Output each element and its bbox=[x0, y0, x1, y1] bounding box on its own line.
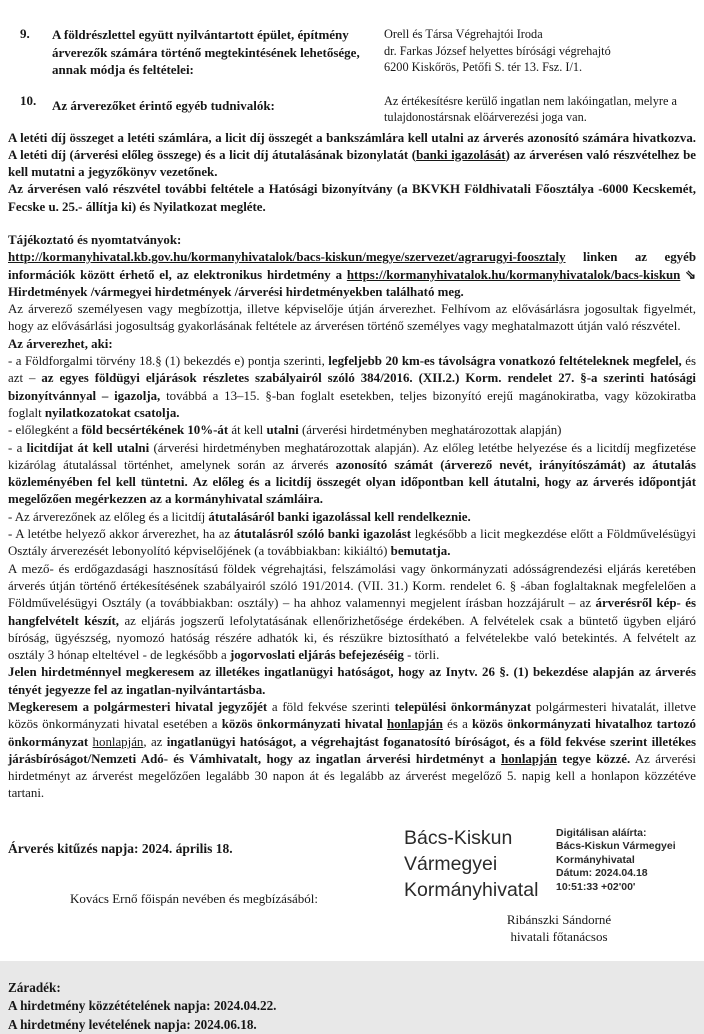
text-line: Digitálisan aláírta: bbox=[556, 826, 647, 839]
paragraph bbox=[8, 699, 696, 803]
text-run: - Az árverezőnek az előleg és a licitdíj bbox=[8, 509, 209, 524]
text-line: Kormányhivatal bbox=[404, 878, 539, 901]
text-line: Az értékesítésre kerülő ingatlan nem lakóingatlan, melyre a tulajdonostársnak elöárverezési joga van. bbox=[384, 93, 677, 124]
text-run: Hirdetmények /vármegyei hirdetmények /árverési hirdetményekben található meg. bbox=[8, 284, 464, 299]
text-run: Az előleg és a licitdíj összegét olyan időpontban kell átutalni, hogy az árverés időpontját megelőzően megérkezzen az a kormányhivatal számláira. bbox=[8, 475, 696, 507]
paragraph bbox=[8, 664, 696, 699]
item-value bbox=[384, 93, 696, 126]
text-run: közös önkormányzati hivatalhoz tartozó önkormányzat bbox=[8, 717, 696, 749]
signer-name: Ribánszki Sándorné bbox=[506, 911, 612, 927]
link-text: honlapján bbox=[92, 734, 144, 749]
text-line: Dátum: 2024.04.18 bbox=[556, 867, 648, 880]
text-line: A hirdetmény levételének napja: 2024.06.18. bbox=[8, 1016, 257, 1032]
text-run: azonosító számát (árverező nevét, irányítószámát) az átutalás közleményében fel kell tüntetni. bbox=[8, 457, 696, 490]
text-run: (árverési hirdetményben meghatározottak alapján) bbox=[298, 423, 562, 438]
text-run: az eljárás jogszerű lefolytatásának ellenőrizhetősége érdekében. A felvételek csak a büntető ügyben eljáró bíróság, ügyészség, nyomozó hatóság részére adhatók ki, és részükre biztosítható a felvételekbe való betekintés. A felvételt az osztály 3 hónap elteltével - de legkésőbb a bbox=[8, 613, 696, 663]
text-run: föld becsértékének 10%-át bbox=[81, 423, 229, 438]
on-behalf-line: Kovács Ernő főispán nevében és megbízásából: bbox=[70, 890, 319, 906]
text-run: - a bbox=[8, 440, 27, 455]
paragraph bbox=[8, 249, 696, 301]
paragraph bbox=[8, 181, 696, 216]
paragraph bbox=[8, 232, 696, 249]
text-run: közös önkormányzati hivatal bbox=[221, 717, 387, 732]
text-line: Bács-Kiskun bbox=[404, 826, 513, 849]
document-body bbox=[8, 130, 696, 803]
text-run: ) az árverésen való részvételhez be kell mutatni a jegyzőkönyv vezetőnek. bbox=[8, 147, 696, 180]
text-line: Vármegyei bbox=[404, 852, 498, 875]
text-run: - A letétbe helyező akkor árverezhet, ha az bbox=[8, 527, 234, 542]
text-run: Megkeresem a polgármesteri hivatal jegyzőjét bbox=[8, 700, 268, 714]
text-line: 6200 Kiskőrös, Petőfi S. tér 13. Fsz. I/1. bbox=[384, 60, 583, 74]
signer bbox=[444, 911, 674, 945]
paragraph bbox=[8, 353, 696, 422]
text-run: és azt – bbox=[8, 354, 697, 386]
item-number: 9. bbox=[20, 26, 30, 41]
item-number: 10. bbox=[20, 92, 37, 108]
text-run: , az bbox=[143, 734, 167, 749]
text-run: polgármesteri hivatalát, illetve közös önkormányzati hivatal esetében a bbox=[8, 700, 697, 732]
text-run: Jelen hirdetménnyel megkeresem az illetékes ingatlanügyi hatóságot, hogy az Inytv. 26 §. (1) bekezdése alapján az árverés tényét jegyezze fel az ingatlan-nyilvántartásba. bbox=[8, 665, 696, 697]
link-text: honlapján bbox=[501, 751, 557, 766]
text-run: Az árverező személyesen vagy megbízottja, illetve képviselője útján árverezhet. Felhívom az elővásárlásra jogosultak figyelmét, hogy az elővásárlási jogosultság gyakorlásának feltétele az árverésen történő személyes vagy meghatalmazott útján való részvétel. bbox=[8, 302, 696, 334]
text-run: licitdíjat át kell utalni bbox=[26, 440, 150, 455]
text-run: utalni bbox=[266, 423, 299, 438]
text-run: árverésről kép- és hangfelvételt készít, bbox=[8, 596, 696, 628]
text-run: - a Földforgalmi törvény 18.§ (1) bekezdés e) pontja szerinti, bbox=[8, 354, 329, 369]
text-run: az egyes földügyi eljárások részletes szabályairól szóló 384/2016. (XII.2.) Korm. rendelet 27. §-a szerinti hatósági bizonyítvánnyal – igazolja, bbox=[8, 371, 696, 403]
signature-org-name bbox=[404, 825, 556, 903]
text-run: A letéti díj összeget a letéti számlára, a licit díj összegét a bankszámlára kell utalni az árverés azonosító számára hivatkozva. A letéti díj (árverési előleg összege) és a licit díj átutalásának bizonylatát ( bbox=[8, 130, 696, 162]
link-text: http://kormanyhivatal.kb.gov.hu/kormanyhivatalok/bacs-kiskun/megye/szervezet/agrarugyi-foosztaly bbox=[8, 250, 566, 265]
text-run: linken az egyéb információk között érhető el, az elektronikus hirdetmény a bbox=[8, 250, 696, 282]
text-run: tegye közzé. bbox=[556, 751, 631, 766]
zaradek-title: Záradék: bbox=[8, 979, 61, 995]
signer-title: hivatali főtanácsos bbox=[510, 928, 608, 944]
text-run: továbbá a 13–15. §-ban foglalt esetekben, teljes bizonyító erejű magánokiratba, vagy közokiratba foglalt bbox=[8, 388, 696, 420]
link-text: honlapján bbox=[386, 717, 443, 732]
item-label: A földrészlettel együtt nyilvántartott épület, építmény árverezők számára történő megtekintésének lehetősége, annak módja és feltételei: bbox=[52, 27, 360, 77]
text-run: átutalásáról banki igazolással kell rendelkeznie. bbox=[208, 509, 471, 524]
link-text: https://kormanyhivatalok.hu/kormanyhivatalok/bacs-kiskun bbox=[346, 267, 681, 282]
text-line: 10:51:33 +02'00' bbox=[556, 880, 636, 893]
paragraph bbox=[8, 336, 696, 353]
text-run: és a bbox=[442, 717, 473, 732]
footer-row bbox=[8, 825, 696, 945]
signature-details bbox=[556, 825, 676, 903]
item-row-10 bbox=[8, 93, 696, 126]
link-text: banki igazolását bbox=[416, 147, 506, 162]
text-run: Az árverési hirdetményt az árverést megelőzően legalább 30 napon át és legalább az árverést megelőző 5. napig kell a honlapon közzétéve tartani. bbox=[8, 751, 697, 801]
item-value bbox=[384, 26, 696, 79]
paragraph bbox=[8, 301, 696, 336]
text-run: jogorvoslati eljárás befejezéséig bbox=[229, 648, 404, 663]
item-label: Az árverezőket érintő egyéb tudnivalók: bbox=[52, 97, 275, 113]
text-run: legfeljebb 20 km-es távolságra vonatkozó feltételeknek megfelel, bbox=[328, 354, 682, 369]
signature-row bbox=[404, 825, 696, 903]
text-run: Tájékoztató és nyomtatványok: bbox=[8, 232, 182, 247]
text-run: Az árverésen való részvétel további feltétele a Hatósági bizonyítvány (a BKVKH Földhivatali Főosztálya -6000 Kecskemét, Fecske u. 25.- állítja ki) és Nyilatkozat megléte. bbox=[8, 182, 696, 214]
text-run: bemutatja. bbox=[390, 544, 451, 559]
footer-left bbox=[8, 825, 404, 945]
text-run: nyilatkozatokat csatolja. bbox=[44, 405, 180, 420]
text-line: Kormányhivatal bbox=[556, 853, 635, 866]
text-run: ingatlanügyi hatóságot, a végrehajtást foganatosító bíróságot, és a föld fekvése szerint illetékes járásbíróságot/Nemzeti Adó- és Vámhivatalt, hogy az ingatlan árverési hirdetményt a bbox=[8, 734, 696, 766]
text-run: ⇘ bbox=[680, 267, 696, 282]
text-run: A mező- és erdőgazdasági hasznosítású földek végrehajtási, felszámolási vagy önkormányzati adósságrendezési eljárás keretében árverés útján történő értékesítésének szabályairól szóló 191/2014. (VII. 31.) Korm. rendelet 6. § -ában foglaltaknak megfelelően a Földművelésügyi Osztály (a továbbiakban: osztály) – ha ahhoz valamennyi megjelent írásban hozzájárult – az bbox=[8, 561, 696, 611]
paragraph bbox=[8, 422, 696, 439]
item-row-9 bbox=[8, 26, 696, 79]
text-run: legkésőbb a licit megkezdése előtt a Földművelésügyi Osztály árverezését lebonyolító képviselőjének (a továbbiakban: kikiáltó) bbox=[8, 527, 697, 559]
text-line: Bács-Kiskun Vármegyei bbox=[556, 840, 676, 853]
text-run: (árverési hirdetményben meghatározottak alapján). Az előleg letétbe helyezése és a licitdíj megfizetése kizárólag átutalással történhet, amelynek során az árverés bbox=[8, 440, 696, 472]
text-run: - törli. bbox=[403, 648, 440, 663]
text-run: - előlegként a bbox=[8, 423, 82, 438]
paragraph bbox=[8, 526, 696, 561]
zaradek-lines bbox=[8, 997, 696, 1034]
text-run: Az árverezhet, aki: bbox=[8, 336, 113, 351]
digital-signature-block bbox=[404, 825, 696, 945]
zaradek-section bbox=[8, 979, 696, 1034]
paragraph bbox=[8, 561, 696, 665]
text-run: át kell bbox=[228, 423, 267, 438]
paragraph bbox=[8, 440, 696, 509]
text-run: a föld fekvése szerinti bbox=[267, 700, 395, 714]
text-line: A hirdetmény közzétételének napja: 2024.04.22. bbox=[8, 998, 277, 1014]
text-run: átutalásról szóló banki igazolást bbox=[233, 527, 412, 542]
text-line: Orell és Társa Végrehajtói Iroda bbox=[384, 27, 543, 41]
paragraph bbox=[8, 130, 696, 182]
paragraph bbox=[8, 509, 696, 526]
text-line: dr. Farkas József helyettes bírósági végrehajtó bbox=[384, 43, 611, 58]
auction-date: Árverés kitűzés napja: 2024. április 18. bbox=[8, 840, 233, 856]
text-run: települési önkormányzat bbox=[394, 700, 532, 714]
